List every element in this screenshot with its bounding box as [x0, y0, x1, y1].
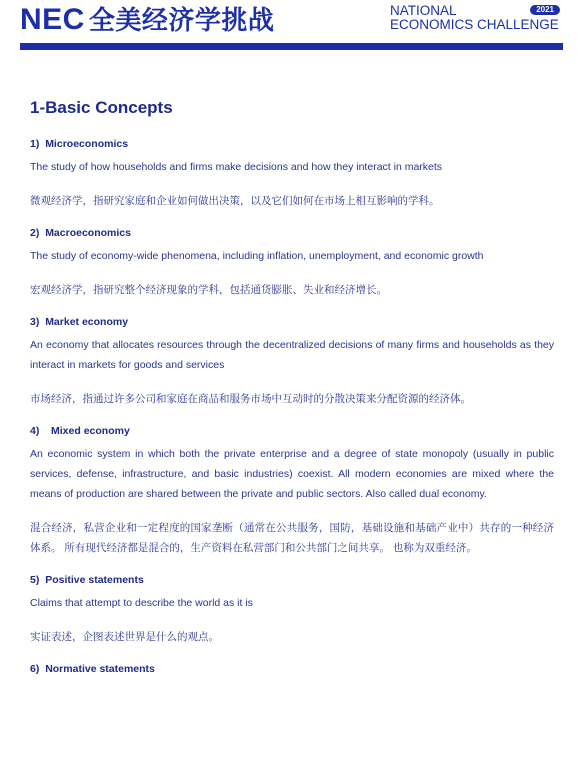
brand-line-2: ECONOMICS CHALLENGE: [390, 17, 559, 32]
entry-chinese: 微观经济学，指研究家庭和企业如何做出决策，以及它们如何在市场上相互影响的学科。: [30, 195, 440, 207]
entry-term-label: Macroeconomics: [45, 227, 131, 239]
entry-english: The study of economy-wide phenomena, including inflation, unemployment, and economic growth: [30, 250, 484, 262]
entry-number: 4): [30, 425, 40, 437]
entry-english: The study of how households and firms make decisions and how they interact in markets: [30, 161, 443, 173]
entry-term: [30, 662, 554, 676]
entry-term: [30, 573, 554, 587]
entry-number: 6): [30, 663, 40, 675]
entry-normative-statements: [30, 662, 554, 676]
entry-english: An economic system in which both the private enterprise and a degree of state monopoly (usually in public services, defense, infrastructure, and basic industries) coexist. All modern economies are mixed where the means of production are shared between the private and public sectors. Also called dual economy.: [30, 448, 554, 500]
logo-chinese: 全美经济学挑战: [88, 5, 275, 35]
header-rule: [20, 43, 563, 50]
entry-positive-statements: [30, 573, 554, 647]
entry-chinese: 混合经济，私营企业和一定程度的国家垄断（通常在公共服务，国防，基础设施和基础产业中）共存的一种经济体系。 所有现代经济都是混合的，生产资料在私营部门和公共部门之间共享。 也称为双重经济。: [30, 522, 554, 554]
entry-term-label: Microeconomics: [45, 138, 129, 150]
entry-term: [30, 137, 554, 151]
logo-latin: NEC: [20, 3, 85, 36]
entry-chinese: 市场经济，指通过许多公司和家庭在商品和服务市场中互动时的分散决策来分配资源的经济体。: [30, 393, 471, 405]
entry-term: [30, 424, 554, 438]
page-header: [0, 0, 585, 60]
entry-market-economy: [30, 315, 554, 409]
entry-term-label: Mixed economy: [51, 425, 130, 437]
entry-number: 1): [30, 138, 40, 150]
brand-block: [390, 4, 565, 34]
entry-number: 5): [30, 574, 40, 586]
entry-term: [30, 315, 554, 329]
year-badge: 2021: [530, 5, 560, 15]
entry-english: An economy that allocates resources through the decentralized decisions of many firms and households as they interact in markets for goods and services: [30, 339, 554, 371]
entry-number: 3): [30, 316, 40, 328]
entry-microeconomics: [30, 137, 554, 211]
entry-mixed-economy: [30, 424, 554, 558]
brand-line-1: NATIONAL: [390, 3, 457, 18]
nec-logo: [20, 3, 274, 37]
entry-term-label: Market economy: [45, 316, 129, 328]
entry-english: Claims that attempt to describe the world as it is: [30, 597, 253, 609]
document-body: [30, 97, 554, 691]
entry-term-label: Positive statements: [45, 574, 144, 586]
entry-chinese: 宏观经济学，指研究整个经济现象的学科，包括通货膨胀、失业和经济增长。: [30, 284, 387, 296]
section-title: 1-Basic Concepts: [30, 98, 173, 117]
entry-macroeconomics: [30, 226, 554, 300]
entry-chinese: 实证表述，企图表述世界是什么的观点。: [30, 631, 219, 643]
entry-number: 2): [30, 227, 40, 239]
entry-term-label: Normative statements: [45, 663, 155, 675]
entry-term: [30, 226, 554, 240]
